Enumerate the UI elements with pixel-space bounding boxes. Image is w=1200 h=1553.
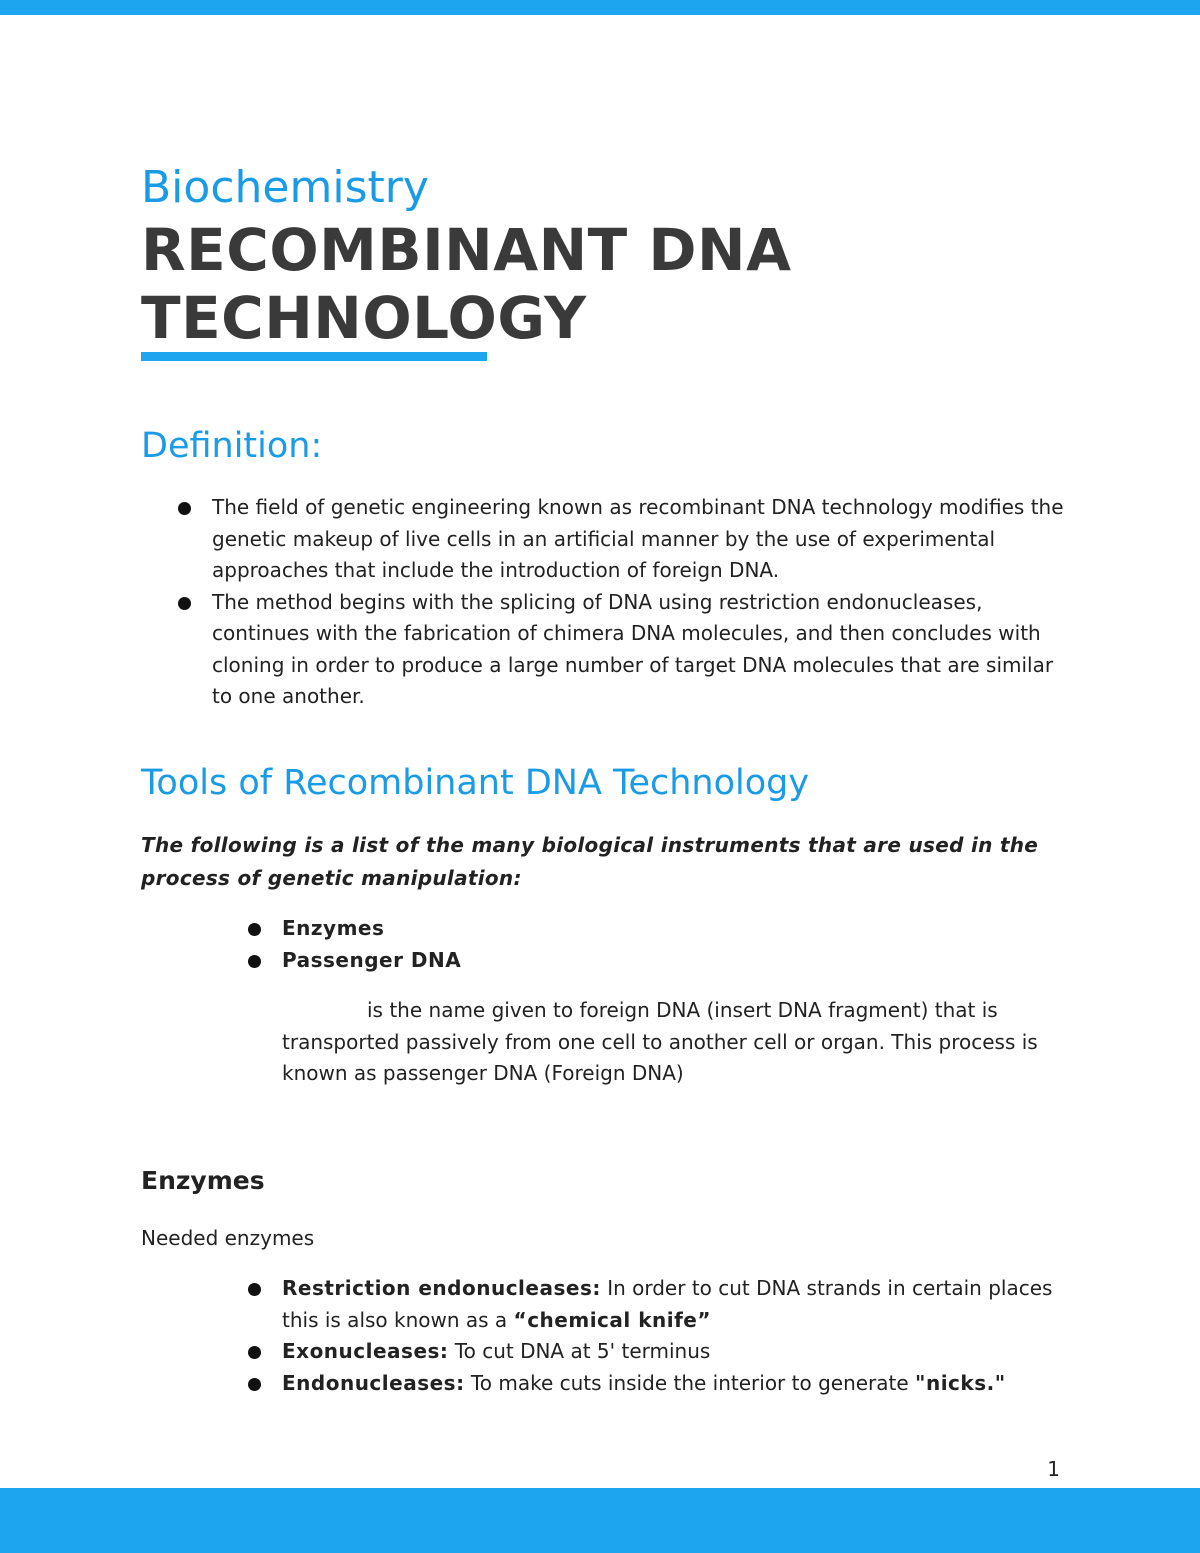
tools-heading: Tools of Recombinant DNA Technology bbox=[141, 763, 810, 803]
list-item bbox=[282, 945, 982, 977]
document-subtitle: Biochemistry bbox=[141, 162, 429, 213]
definition-text: The field of genetic engineering known as recombinant DNA technology modifies the genetic makeup of live cells in an artificial manner by the use of experimental approaches that include the introduction of foreign DNA. bbox=[212, 495, 1064, 582]
title-underline bbox=[141, 352, 487, 361]
enzyme-description: To cut DNA at 5' terminus bbox=[448, 1339, 711, 1363]
definition-heading: Definition: bbox=[141, 426, 323, 466]
enzymes-list bbox=[282, 1273, 1082, 1399]
title-line-1: RECOMBINANT DNA bbox=[141, 216, 792, 284]
bullet-icon bbox=[178, 502, 191, 515]
passenger-dna-description: is the name given to foreign DNA (insert DNA fragment) that is transported passively from one cell to another cell or organ. This process is known as passenger DNA (Foreign DNA) bbox=[282, 998, 1038, 1085]
enzymes-heading: Enzymes bbox=[141, 1166, 265, 1195]
list-item bbox=[212, 587, 1072, 713]
bullet-icon bbox=[248, 1346, 261, 1359]
tool-label: Enzymes bbox=[282, 916, 385, 940]
bullet-icon bbox=[178, 597, 191, 610]
list-item bbox=[282, 1273, 1082, 1336]
enzyme-description: In order to cut DNA strands in certain places this is also known as a bbox=[282, 1276, 1053, 1332]
bottom-accent-bar bbox=[0, 1488, 1200, 1553]
tools-list bbox=[282, 913, 982, 976]
tool-label: Passenger DNA bbox=[282, 947, 462, 972]
list-item bbox=[282, 1336, 1082, 1368]
enzyme-description: To make cuts inside the interior to generate bbox=[464, 1370, 916, 1395]
enzyme-term: Exonucleases: bbox=[282, 1339, 449, 1363]
enzyme-emphasis: "nicks." bbox=[915, 1370, 1006, 1395]
list-item bbox=[212, 492, 1072, 587]
bullet-icon bbox=[248, 923, 261, 936]
page-number: 1 bbox=[1047, 1457, 1060, 1481]
bullet-icon bbox=[248, 1378, 261, 1391]
tools-intro: The following is a list of the many biological instruments that are used in the process of genetic manipulation: bbox=[141, 833, 1039, 890]
top-accent-bar bbox=[0, 0, 1200, 15]
bullet-icon bbox=[248, 955, 261, 968]
enzyme-term: Restriction endonucleases: bbox=[282, 1276, 601, 1300]
definition-text: The method begins with the splicing of DNA using restriction endonucleases, continues with the fabrication of chimera DNA molecules, and then concludes with cloning in order to produce a large number of target DNA molecules that are similar to one another. bbox=[212, 589, 1054, 708]
enzyme-emphasis: “chemical knife” bbox=[513, 1307, 712, 1332]
enzymes-intro: Needed enzymes bbox=[141, 1226, 315, 1250]
enzyme-term: Endonucleases: bbox=[282, 1370, 465, 1395]
title-line-2: TECHNOLOGY bbox=[141, 284, 587, 352]
list-item bbox=[282, 1368, 1082, 1400]
definition-list bbox=[212, 492, 1072, 713]
list-item bbox=[282, 913, 982, 945]
bullet-icon bbox=[248, 1283, 261, 1296]
document-title bbox=[141, 216, 791, 352]
